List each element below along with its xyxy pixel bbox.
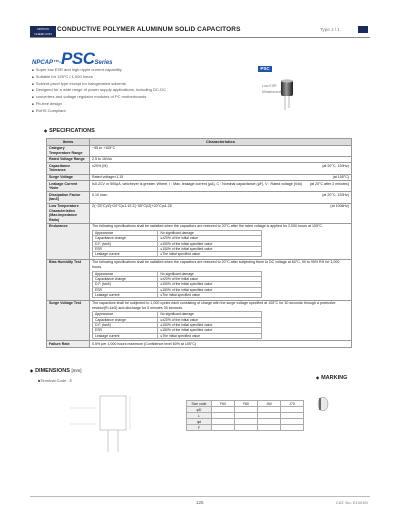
spec-value: The capacitors shall be subjected to 1,000 cycles each consisting of charge with the surge voltage specified at 105°C for 30 seconds through a protective resistor(R=1kΩ) and discharge for 5 minutes 30 seconds. Appearance No significant damage Capacitance change ≤±20% of the initial value D.F. (tanδ) ≤150% of the initial specified value ESR ≤150% of the initial specified value Leakage current ≤The initial specified value xyxy=(90,300,352,341)
spec-value: 0.5% per 1,000 hours maximum (Confidence level 60% at 105°C) xyxy=(90,341,352,348)
table-row: φd xyxy=(187,419,304,425)
spec-item: Category Temperature Range xyxy=(47,145,90,156)
table-header-row xyxy=(47,139,352,146)
series-tag: PSC xyxy=(258,66,272,72)
bias-humidity-subtable: Appearance No significant damage Capacitance change ≤±20% of the initial value D.F. (tanδ) ≤150% of the initial specified value ESR ≤150% of the initial specified value Leakage current ≤The initial specified value xyxy=(92,271,262,298)
table-row: L xyxy=(187,413,304,419)
spec-value: Z(−25°C)/Z(+20°C)≤1.15 Z(−55°C)/Z(+20°C)≤1.25 (at 100kHz) xyxy=(90,203,352,223)
marking-image xyxy=(316,395,330,413)
feature-item: ■ Pb-free design xyxy=(32,101,166,108)
series-name: PSC xyxy=(61,49,95,68)
table-row xyxy=(47,181,352,192)
terminal-code-label: ■Terminal Code : E xyxy=(38,378,73,383)
feature-item: ■ Designed for a wide range of power supply applications, including DC-DC xyxy=(32,87,166,94)
spec-value: −55 to +105°C xyxy=(90,145,352,156)
table-row xyxy=(47,145,352,156)
spec-item: Surge Voltage Test xyxy=(47,300,90,341)
feature-item: ■ Solvent-proof type except for halogenated solvents xyxy=(32,81,166,88)
table-row xyxy=(47,156,352,163)
column-header-characteristics: Characteristics xyxy=(90,139,352,146)
side-note: Miniaturized xyxy=(262,90,281,94)
table-header-row: Size code F60 F80 J60 J70 xyxy=(187,401,304,407)
spec-value: The following specifications shall be satisfied when the capacitors are restored to 20°C after subjecting them to DC voltage at 60°C, 90 to 95% RH for 1,000 hours. Appearance No significant damage Capacitance change ≤±20% of the initial value D.F. (tanδ) ≤150% of the initial specified value ESR ≤150% of the initial specified value Leakage current ≤The initial specified value xyxy=(90,259,352,300)
document-title: CONDUCTIVE POLYMER ALUMINUM SOLID CAPACITORS xyxy=(57,26,241,33)
page-code-marker xyxy=(358,26,368,33)
spec-item: Failure Rate xyxy=(47,341,90,348)
spec-item: Rated Voltage Range xyxy=(47,156,90,163)
table-row xyxy=(47,174,352,181)
spec-value: The following specifications shall be satisfied when the capacitors are restored to 20°C after the rated voltage is applied for 2,000 hours at 105°C. Appearance No significant damage Capacitance change ≤±20% of the initial value D.F. (tanδ) ≤150% of the initial specified value ESR ≤150% of the initial specified value Leakage current ≤The initial specified value xyxy=(90,223,352,259)
page-code: Type 1 / 1 xyxy=(320,27,340,32)
spec-value: 0.10 max. (at 20°C, 120Hz) xyxy=(90,192,352,203)
catalog-code: CAT. No. E1001M xyxy=(336,500,368,505)
capacitor-image xyxy=(275,78,303,112)
feature-item: ■ converters and voltage regulator modules of PC motherboards xyxy=(32,94,166,101)
side-note: Low ESR xyxy=(262,84,277,88)
footer-divider xyxy=(30,496,370,497)
table-row xyxy=(47,341,352,348)
dimension-drawing xyxy=(40,388,180,458)
company-logo: NIPPON CHEMI-CON xyxy=(30,26,56,37)
feature-item: ■ Suitable for 125°C / 1,000 hours xyxy=(32,74,166,81)
marking-heading: ◆ MARKING xyxy=(316,375,347,381)
table-row xyxy=(47,300,352,341)
table-row: φD xyxy=(187,407,304,413)
feature-item: ■ Super low ESR and high ripple current capability xyxy=(32,67,166,74)
spec-item: Endurance xyxy=(47,223,90,259)
spec-value: 2.5 to 16Vdc xyxy=(90,156,352,163)
spec-item: Bias Humidity Test xyxy=(47,259,90,300)
series-suffix: Series xyxy=(94,60,113,66)
table-row xyxy=(47,259,352,300)
column-header-items: Items xyxy=(47,139,90,146)
surge-subtable: Appearance No significant damage Capacitance change ≤±20% of the initial value D.F. (tanδ) ≤150% of the initial specified value ESR ≤150% of the initial specified value Leakage current ≤The initial specified value xyxy=(92,311,262,338)
header-divider xyxy=(30,37,370,38)
table-row xyxy=(47,163,352,174)
series-prefix: NPCAP™- xyxy=(32,60,62,66)
spec-value: ±20% (M) (at 20°C, 120Hz) xyxy=(90,163,352,174)
page-number: 125 xyxy=(196,500,204,505)
dimensions-heading: ◆ DIMENSIONS [mm] xyxy=(30,368,81,374)
specifications-heading: ◆ SPECIFICATIONS xyxy=(44,128,95,134)
spec-item: Leakage Current *Note xyxy=(47,181,90,192)
specifications-table xyxy=(46,138,352,348)
table-row xyxy=(47,203,352,223)
size-table xyxy=(186,400,304,431)
spec-item: Dissipation Factor (tanδ) xyxy=(47,192,90,203)
spec-item: Capacitance Tolerance xyxy=(47,163,90,174)
spec-item: Surge Voltage xyxy=(47,174,90,181)
spec-value: I≤0.2CV or 500μA, whichever is greater. Where, I : Max. leakage current (μA), C : Nominal capacitance (μF), V : Rated voltage (Vdc) (at 20°C after 2 minutes) xyxy=(90,181,352,192)
series-title xyxy=(32,49,113,69)
feature-list xyxy=(32,67,166,115)
endurance-subtable: Appearance No significant damage Capacitance change ≤±20% of the initial value D.F. (tanδ) ≤150% of the initial specified value ESR ≤150% of the initial specified value Leakage current ≤The initial specified value xyxy=(92,230,262,257)
feature-item: ■ RoHS Compliant xyxy=(32,108,166,115)
table-row: F xyxy=(187,425,304,431)
spec-value: Rated voltage×1.15 (at 105°C) xyxy=(90,174,352,181)
spec-item: Low Temperature Characteristics (Max.Impedance Ratio) xyxy=(47,203,90,223)
table-row xyxy=(47,223,352,259)
table-row xyxy=(47,192,352,203)
